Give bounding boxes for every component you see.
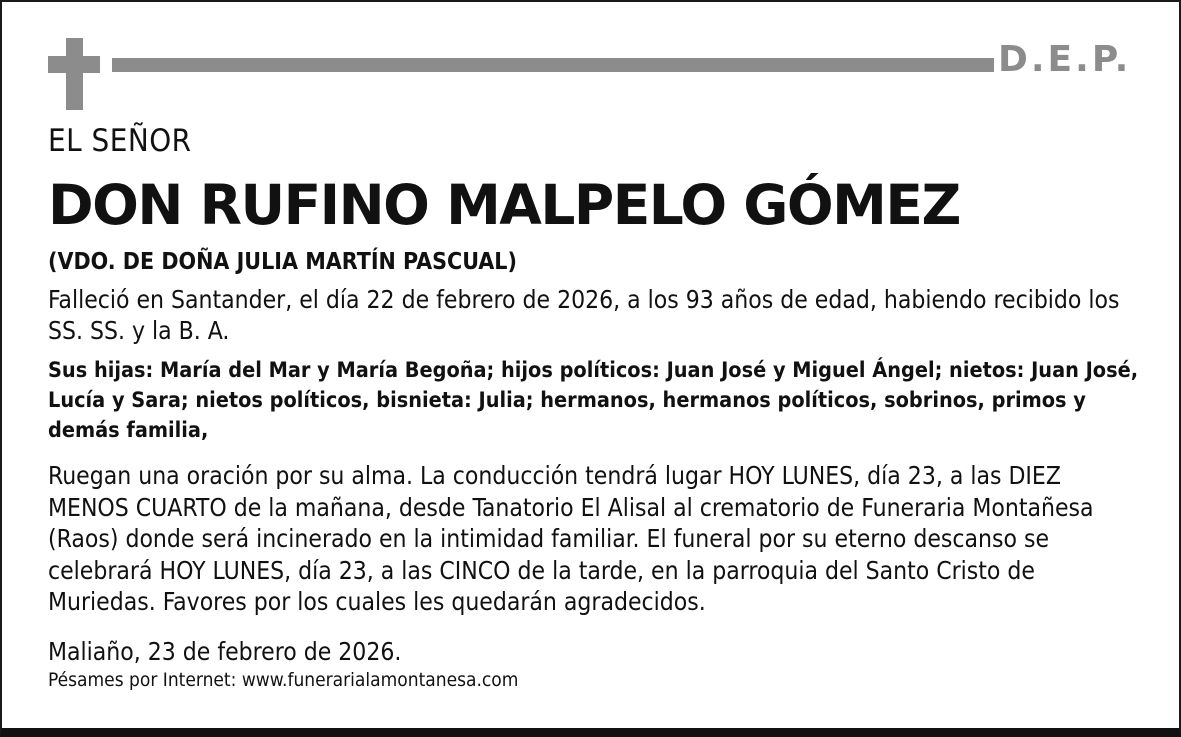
dep-label: D.E.P. <box>998 39 1132 80</box>
notice-header <box>48 38 1138 112</box>
place-date-line: Maliaño, 23 de febrero de 2026. <box>48 636 402 666</box>
cross-horizontal-bar <box>48 56 100 73</box>
condolences-line: Pésames por Internet: www.funerarialamontanesa.com <box>48 668 519 691</box>
notice-body <box>48 120 1144 693</box>
family-paragraph: Sus hijas: María del Mar y María Begoña; hijos políticos: Juan José y Miguel Ángel; nietos: Juan José, Lucía y Sara; nietos políticos, bisnieta: Julia; hermanos, hermanos políticos, sobrinos, primos y demás familia, <box>48 358 1139 443</box>
honorific-title: EL SEÑOR <box>48 123 192 159</box>
cross-icon <box>48 38 100 110</box>
deceased-name: DON RUFINO MALPELO GÓMEZ <box>48 173 960 237</box>
widower-line: (VDO. DE DOÑA JULIA MARTÍN PASCUAL) <box>48 249 517 275</box>
header-rule <box>112 58 994 72</box>
death-info-paragraph: Falleció en Santander, el día 22 de febrero de 2026, a los 93 años de edad, habiendo recibido los SS. SS. y la B. A. <box>48 285 1120 345</box>
arrangements-paragraph: Ruegan una oración por su alma. La conducción tendrá lugar HOY LUNES, día 23, a las DIEZ MENOS CUARTO de la mañana, desde Tanatorio El Alisal al crematorio de Funeraria Montañesa (Raos) donde será incinerado en la intimidad familiar. El funeral por su eterno descanso se celebrará HOY LUNES, día 23, a las CINCO de la tarde, en la parroquia del Santo Cristo de Muriedas. Favores por los cuales les quedarán agradecidos. <box>48 461 1094 616</box>
cross-vertical-bar <box>66 38 83 110</box>
